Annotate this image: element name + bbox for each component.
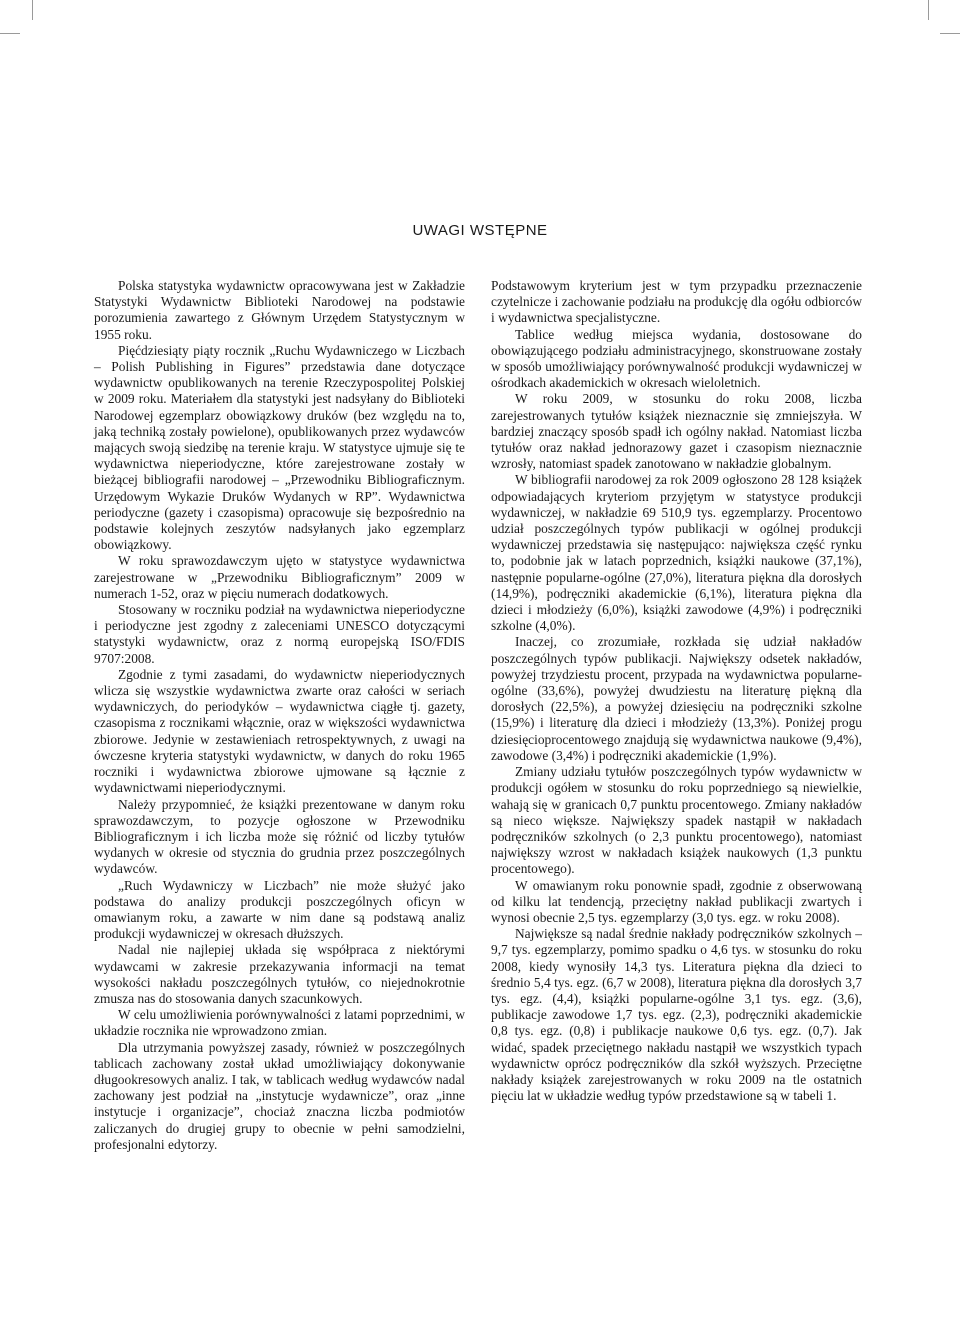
paragraph: W roku sprawozdawczym ujęto w statystyce wydawnictwa zarejestrowane w „Przewodniku Bibliograficznym” 2009 w numerach 1-52, oraz w pięciu numerach dodatkowych. bbox=[94, 553, 465, 601]
page-title: UWAGI WSTĘPNE bbox=[412, 222, 548, 239]
paragraph: W celu umożliwienia porównywalności z latami poprzednimi, w układzie rocznika nie wprowadzono zmian. bbox=[94, 1007, 465, 1039]
paragraph: Polska statystyka wydawnictw opracowywana jest w Zakładzie Statystyki Wydawnictw Biblioteki Narodowej na podstawie porozumienia zawartego z Głównym Urzędem Statystycznym w 1955 roku. bbox=[94, 278, 465, 342]
paragraph: Tablice według miejsca wydania, dostosowane do obowiązującego podziału administracyjnego, skonstruowane zostały w sposób umożliwiający porównywalność produkcji wydawniczej w ośrodkach akademickich w okresach wieloletnich. bbox=[491, 326, 862, 391]
paragraph: Należy przypomnieć, że książki prezentowane w danym roku sprawozdawczym, to pozycje ogłoszone w Przewodniku Bibliograficznym i ich liczba może się różnić od liczby tytułów wydanych w okresie od stycznia do grudnia przez poszczególnych wydawców. bbox=[94, 796, 465, 877]
crop-mark-top-left-h bbox=[0, 33, 20, 34]
paragraph: Stosowany w roczniku podział na wydawnictwa nieperiodyczne i periodyczne jest zgodny z zaleceniami UNESCO dotyczącymi statystyki wydawnictw, oraz z normą europejską ISO/FDIS 9707:2008. bbox=[94, 602, 465, 666]
paragraph: Podstawowym kryterium jest w tym przypadku przeznaczenie czytelnicze i zachowanie podziału na produkcję dla ogółu odbiorców i wydawnictwa specjalistyczne. bbox=[491, 278, 862, 326]
right-column bbox=[491, 278, 862, 1104]
crop-mark-top-right-v bbox=[928, 0, 929, 20]
paragraph: Największe są nadal średnie nakłady podręczników szkolnych – 9,7 tys. egzemplarzy, pomimo spadku o 4,6 tys. w stosunku do roku 2008, kiedy wynosiły 14,3 tys. Literatura piękna dla dzieci to średnio 5,4 tys. egz. (6,7 w 2008), literatura piękna dla dorosłych 3,7 tys. egz. (4,4), książki popularne-ogólne 3,1 tys. egz. (3,6), publikacje zawodowe 1,7 tys. egz. (2,3), podręczniki akademickie 0,8 tys. egz. (0,8) i publikacje naukowe 0,6 tys. egz. (0,7). Jak widać, spadek przeciętnego nakładu nastąpił we wszystkich typach wydawnictw oprócz podręczników dla szkół wyższych. Przeciętne nakłady książek zarejestrowanych w roku 2009 na tle ostatnich pięciu lat w układzie według typów przedstawione są w tabeli 1. bbox=[491, 926, 862, 1104]
left-column bbox=[94, 278, 465, 1153]
paragraph: W omawianym roku ponownie spadł, zgodnie z obserwowaną od kilku lat tendencją, przeciętny nakład publikacji zwartych i wynosi obecnie 2,5 tys. egzemplarzy (3,0 tys. egz. w roku 2008). bbox=[491, 877, 862, 925]
paragraph: Pięćdziesiąty piąty rocznik „Ruchu Wydawniczego w Liczbach – Polish Publishing in Figures” przedstawia dane dotyczące wydawnictw opublikowanych na terenie Rzeczypospolitej Polskiej w 2009 roku. Materiałem dla statystyki jest nadsyłany do Biblioteki Narodowej egzemplarz obowiązkowy druków (bez względu na to, jaką techniką zostały powielone), opublikowanych przez wydawców mających swoją siedzibę na terenie kraju. W statystyce ujmuje się te wydawnictwa nieperiodyczne, które zarejestrowane zostały w bieżącej bibliografii narodowej – „Przewodniku Bibliograficznym. Urzędowym Wykazie Druków Wydanych w RP”. Wydawnictwa periodyczne (gazety i czasopisma) opracowuje się bezpośrednio na podstawie kolejnych zeszytów nadsyłanych jako egzemplarz obowiązkowy. bbox=[94, 342, 465, 553]
paragraph: Inaczej, co zrozumiałe, rozkłada się udział nakładów poszczególnych typów publikacji. Największy odsetek nakładów, powyżej trzydziestu procent, przypada na wydawnictwa popularne-ogólne (33,6%), powyżej dwudziestu na literaturę piękną dla dorosłych (22,5%), a powyżej dziesięciu na podręczniki szkolne (15,9%) i literaturę dla dzieci i młodzieży (13,3%). Poniżej progu dziesięcioprocentowego znajdują się wydawnictwa naukowe (9,4%), zawodowe (3,4%) i podręczniki akademickie (1,9%). bbox=[491, 634, 862, 763]
paragraph: Zgodnie z tymi zasadami, do wydawnictw nieperiodycznych wlicza się wszystkie wydawnictwa zwarte oraz całości w seriach wydawniczych, do periodyków – wydawnictwa ciągłe tj. gazety, czasopisma z rocznikami włącznie, oraz w większości wydawnictwa zbiorowe. Jedynie w zestawieniach retrospektywnych, z uwagi na ówczesne kryteria statystyki wydawnictw, w danych do roku 1965 roczniki i wydawnictwa zbiorowe ujmowane są łącznie z wydawnictwami nieperiodycznymi. bbox=[94, 666, 465, 796]
crop-mark-top-left-v bbox=[32, 0, 33, 20]
paragraph: Dla utrzymania powyższej zasady, również w poszczególnych tablicach zachowany został układ umożliwiający dokonywanie długookresowych analiz. I tak, w tablicach według wydawców nadal zachowany jest podział na „instytucje wydawnicze”, oraz „inne instytucje i organizacje”, chociaż znaczna liczba podmiotów zaliczanych do drugiej grupy to obecnie w pełni samodzielni, profesjonalni edytorzy. bbox=[94, 1039, 465, 1152]
paragraph: Nadal nie najlepiej układa się współpraca z niektórymi wydawcami w zakresie przekazywania informacji na temat wysokości nakładu poszczególnych tytułów, co niejednokrotnie zmusza nas do stosowania danych szacunkowych. bbox=[94, 942, 465, 1006]
crop-mark-top-right-h bbox=[940, 33, 960, 34]
paragraph: „Ruch Wydawniczy w Liczbach” nie może służyć jako podstawa do analizy produkcji poszczególnych oficyn w omawianym roku, a zawarte w nim dane są podstawą analiz produkcji wydawniczej w okresach dłuższych. bbox=[94, 877, 465, 942]
paragraph: W roku 2009, w stosunku do roku 2008, liczba zarejestrowanych tytułów książek nieznacznie się zmniejszyła. W bardziej znaczący sposób spadł ich ogólny nakład. Natomiast liczba tytułów oraz nakład jednorazowy gazet i czasopism nieznacznie wzrosły, natomiast spadek zanotowano w nakładzie globalnym. bbox=[491, 391, 862, 472]
paragraph: Zmiany udziału tytułów poszczególnych typów wydawnictw w produkcji ogółem w stosunku do roku poprzedniego są niewielkie, wahają się w granicach 0,7 punktu procentowego. Zmiany nakładów są nieco większe. Największy spadek nastąpił w nakładach podręczników szkolnych (o 2,3 punktu procentowego), natomiast największy wzrost w nakładach książek naukowych (1,3 punktu procentowego). bbox=[491, 764, 862, 877]
paragraph: W bibliografii narodowej za rok 2009 ogłoszono 28 128 książek odpowiadających kryteriom przyjętym w statystyce produkcji wydawniczej, w nakładzie 69 510,9 tys. egzemplarzy. Procentowo udział poszczególnych typów publikacji w ogólnej produkcji wydawniczej przedstawia się następująco: największa część rynku to, podobnie jak w latach poprzednich, książki naukowe (37,1%), następnie popularne-ogólne (27,0%), literatura piękna dla dorosłych (14,9%), podręczniki akademickie (6,1%), literatura piękna dla dzieci i młodzieży (6,0%), książki zawodowe (4,9%) i podręczniki szkolne (4,0%). bbox=[491, 472, 862, 634]
